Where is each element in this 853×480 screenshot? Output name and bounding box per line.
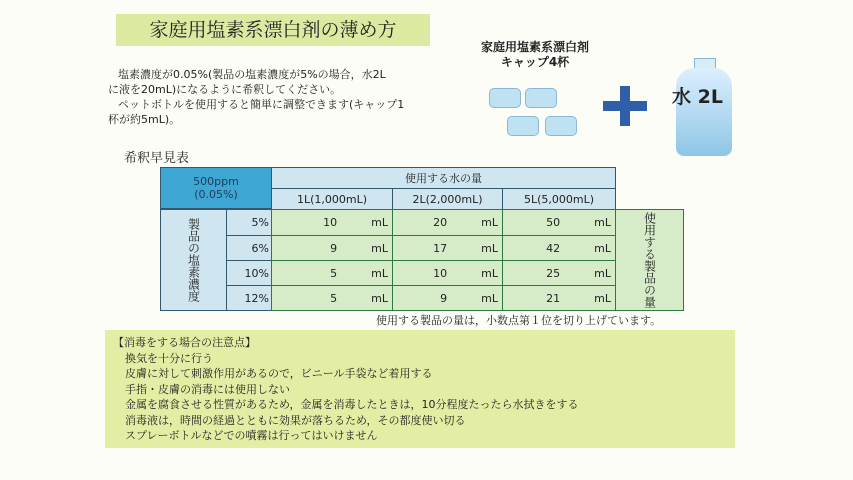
cell-value: 25 [546, 266, 561, 280]
cell-unit: mL [594, 291, 611, 305]
cell-value: 5 [330, 266, 338, 280]
intro-line: に液を20mL)になるように希釈してください。 [108, 83, 342, 96]
plus-icon-vertical [620, 86, 630, 126]
intro-line: 杯が約5mL)。 [108, 113, 181, 126]
cell-value: 20 [433, 216, 448, 229]
caption-line: 家庭用塩素系漂白剤 [480, 40, 589, 54]
table-footnote: 使用する製品の量は，小数点第１位を切り上げています。 [376, 314, 662, 327]
column-header: 5L(5,000mL) [502, 188, 616, 210]
cell-value: 17 [433, 241, 448, 255]
cell-unit: mL [594, 241, 611, 255]
cell-value: 9 [330, 241, 338, 255]
water-header: 使用する水の量 [271, 167, 616, 189]
cell-unit: mL [594, 266, 611, 280]
cell-value: 10 [323, 216, 338, 229]
table-cell [502, 209, 616, 236]
corner-cell [160, 167, 272, 209]
table-cell [392, 209, 503, 236]
cell-unit: mL [481, 291, 498, 305]
cell-value: 21 [546, 291, 561, 305]
cell-unit: mL [481, 241, 498, 255]
cell-unit: mL [594, 216, 611, 229]
cap-icon [545, 116, 577, 136]
cap-icon [525, 88, 557, 108]
intro-line: 塩素濃度が0.05%(製品の塩素濃度が5%の場合，水2L [118, 68, 386, 81]
cell-unit: mL [371, 291, 388, 305]
side-label [615, 209, 684, 311]
table-cell [392, 235, 503, 261]
table-cell [271, 285, 393, 311]
table-cell [502, 260, 616, 286]
side-label-text: 使用する製品の量 [642, 212, 657, 308]
table-cell [502, 235, 616, 261]
row-percent: 10% [226, 260, 272, 286]
cap-icon [507, 116, 539, 136]
column-header: 2L(2,000mL) [392, 188, 503, 210]
cell-value: 42 [546, 241, 561, 255]
cell-unit: mL [371, 216, 388, 229]
note-item: 手指・皮膚の消毒には使用しない [125, 382, 290, 396]
row-percent: 12% [226, 285, 272, 311]
row-percent: 6% [226, 235, 272, 261]
cell-value: 9 [440, 291, 448, 305]
table-cell [392, 285, 503, 311]
cell-unit: mL [371, 266, 388, 280]
cell-value: 5 [330, 291, 338, 305]
water-label: 水 2L [672, 86, 723, 108]
cap-icon [489, 88, 521, 108]
column-header: 1L(1,000mL) [271, 188, 393, 210]
table-cell [502, 285, 616, 311]
note-item: 金属を腐食させる性質があるため，金属を消毒したときは，10分程度たったら水拭きをする [125, 398, 579, 411]
table-cell [271, 260, 393, 286]
illustration-caption [470, 40, 600, 70]
cell-value: 10 [433, 266, 448, 280]
notes-box [105, 330, 735, 448]
table-cell [392, 260, 503, 286]
note-item: 換気を十分に行う [125, 351, 213, 365]
intro-line: ペットボトルを使用すると簡単に調整できます(キャップ1 [118, 98, 405, 111]
page-title: 家庭用塩素系漂白剤の薄め方 [116, 14, 430, 46]
table-cell [271, 235, 393, 261]
cell-value: 50 [546, 216, 561, 229]
row-percent: 5% [226, 209, 272, 236]
table-cell [271, 209, 393, 236]
cell-unit: mL [481, 216, 498, 229]
note-item: 消毒液は，時間の経過とともに効果が落ちるため，その都度使い切る [125, 413, 466, 427]
row-header-label: 製品の塩素濃度 [186, 218, 201, 302]
note-item: 皮膚に対して刺激作用があるので，ビニール手袋など着用する [125, 367, 433, 380]
corner-label: (0.05%) [194, 188, 238, 201]
table-title: 希釈早見表 [124, 151, 190, 166]
notes-heading: 【消毒をする場合の注意点】 [113, 336, 256, 349]
corner-label: 500ppm [193, 175, 239, 188]
cell-unit: mL [481, 266, 498, 280]
row-header [160, 209, 227, 311]
cell-unit: mL [371, 241, 388, 255]
caption-line: キャップ4杯 [500, 55, 570, 69]
note-item: スプレーボトルなどでの噴霧は行ってはいけません [125, 429, 378, 442]
